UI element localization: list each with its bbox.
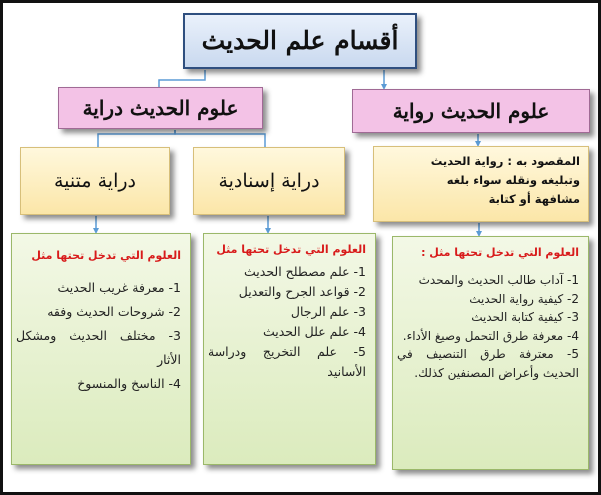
list-heading: العلوم التي تدخل تحتها مثل (31, 249, 181, 262)
list-heading: العلوم التي تدخل تحتها مثل : (421, 246, 579, 259)
definition-line: مشافهة أو كتابة (488, 192, 580, 206)
connector-title-dirayah (159, 70, 205, 88)
list-matniya (11, 233, 191, 465)
list-item: 1- معرفة غريب الحديث (57, 280, 181, 295)
branch-dirayah: علوم الحديث دراية (58, 87, 263, 129)
list-item: 2- شروحات الحديث وفقه (47, 304, 181, 319)
list-item: 5- معترفة طرق التنصيف في الحديث وأعراض المصنفين كذلك. (397, 347, 579, 380)
list-item: 3- علم الرجال (290, 304, 366, 319)
list-item: 3- كيفية كتابة الحديث (471, 310, 579, 324)
list-item: 3- مختلف الحديث ومشكل الأثار (16, 328, 181, 367)
list-item: 4- الناسخ والمنسوخ (77, 376, 181, 391)
definition-line: المقصود به : رواية الحديث (430, 154, 580, 168)
riwayah-definition (373, 146, 589, 222)
connector-dirayah-isnadiya (175, 130, 265, 147)
branch-riwayah: علوم الحديث رواية (352, 89, 590, 133)
list-item: 1- آداب طالب الحديث والمحدث (418, 273, 579, 287)
connector-dirayah-matniya (98, 130, 175, 147)
type-matniya: دراية متنية (20, 147, 170, 215)
list-riwayah (392, 236, 589, 470)
list-item: 2- كيفية رواية الحديث (469, 291, 579, 306)
list-item: 1- علم مصطلح الحديث (244, 264, 366, 279)
list-isnadiya (203, 233, 376, 465)
type-isnadiya: دراية إسنادية (193, 147, 345, 215)
list-item: 4- معرفة طرق التحمل وصيغ الأداء. (402, 328, 579, 343)
list-item: 2- قواعد الجرح والتعديل (238, 284, 366, 299)
definition-line: وتبليغه ونقله سواء بلغه (446, 173, 580, 187)
list-item: 4- علم علل الحديث (262, 324, 366, 339)
list-heading: العلوم التي تدخل تحتها مثل (216, 243, 366, 256)
list-item: 5- علم التخريج ودراسة الأسانيد (208, 344, 366, 379)
diagram-title: أقسام علم الحديث (183, 13, 417, 69)
